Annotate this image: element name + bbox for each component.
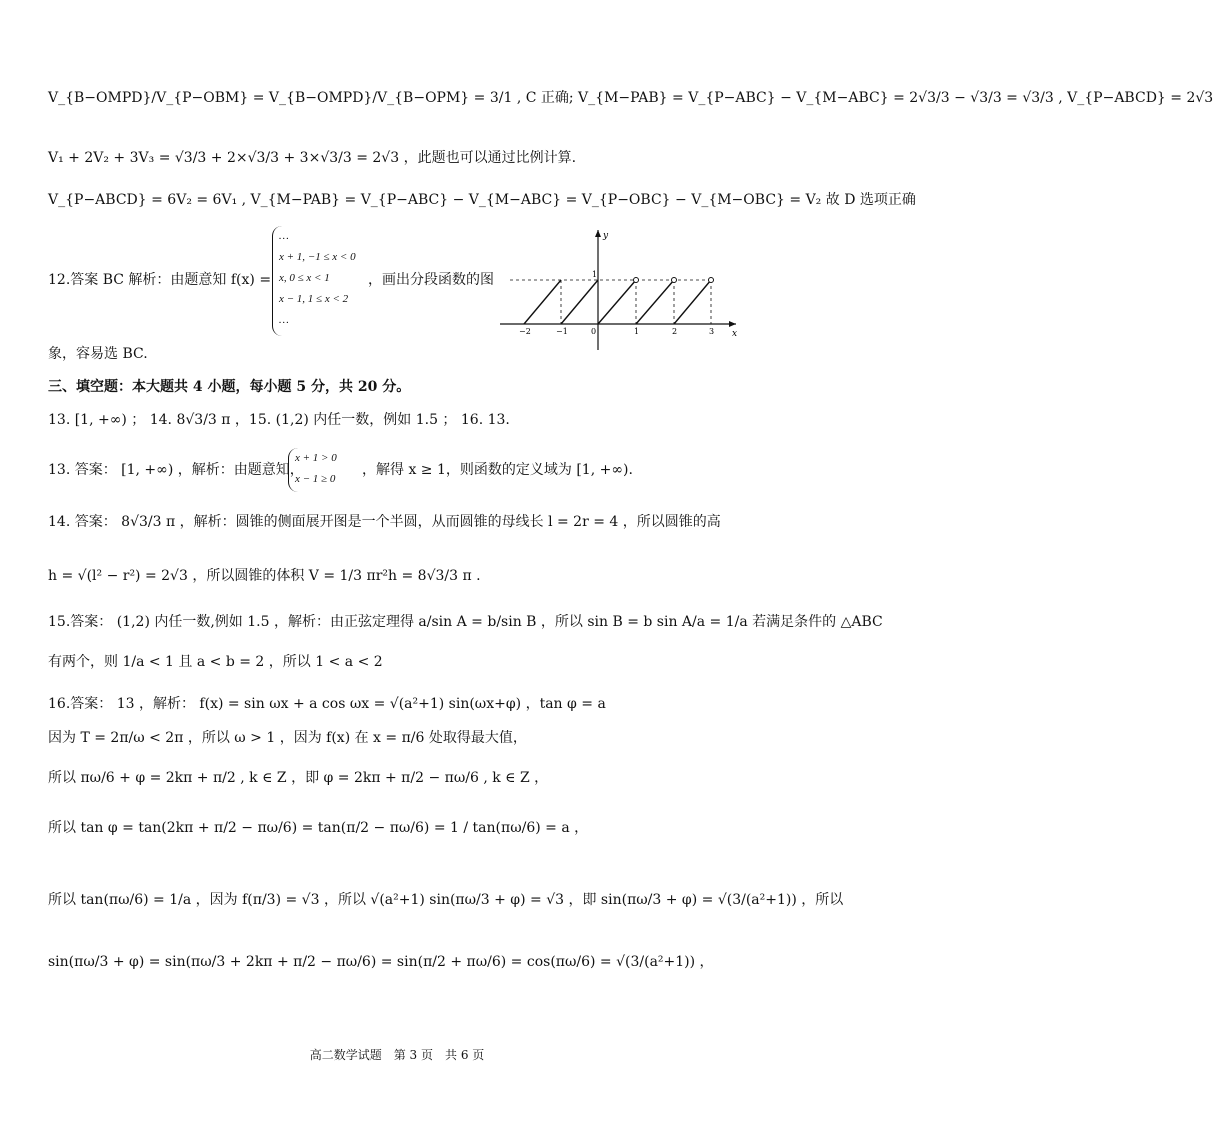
y-tick-1: 1 — [592, 270, 598, 279]
x-tick-label: −1 — [556, 327, 568, 336]
q14-continuation: h = √(l² − r²) = 2√3 ，所以圆锥的体积 V = 1/3 πr²h = 8√3/3 π . — [48, 568, 481, 584]
q15-answer: 15.答案： (1,2) 内任一数,例如 1.5 ，解析：由正弦定理得 a/sin A = b/sin B ，所以 sin B = b sin A/a = 1/a 若满足条件的 △ABC — [48, 614, 883, 630]
system-row: x − 1 ≥ 0 — [295, 473, 336, 485]
q16-answer: 16.答案： 13 ，解析： f(x) = sin ωx + a cos ωx = √(a²+1) sin(ωx+φ) ，tan φ = a — [48, 696, 606, 712]
x-tick-label: 3 — [709, 327, 715, 336]
piecewise-row: x − 1, 1 ≤ x < 2 — [279, 293, 349, 305]
x-tick-label: 0 — [591, 327, 597, 336]
sawtooth-graph — [500, 226, 740, 350]
y-axis-label: y — [603, 231, 609, 241]
piecewise-row: x + 1, −1 ≤ x < 0 — [279, 251, 356, 263]
section-heading: 三、填空题：本大题共 4 小题，每小题 5 分，共 20 分。 — [48, 379, 411, 395]
answers-summary: 13. [1, +∞) ； 14. 8√3/3 π ，15. (1,2) 内任一数，例如 1.5 ； 16. 13. — [48, 412, 510, 428]
x-tick-label: 2 — [672, 327, 678, 336]
line-12-continuation: 象，容易选 BC. — [48, 346, 148, 362]
line-3: V_{P−ABCD} = 6V₂ = 6V₁ , V_{M−PAB} = V_{P−ABC} − V_{M−ABC} = V_{P−OBC} − V_{M−OBC} = V₂ 故 D 选项正确 — [48, 192, 916, 208]
x-tick-label: −2 — [519, 327, 531, 336]
q13-answer-a: 13. 答案： [1, +∞) ，解析：由题意知， — [48, 462, 304, 478]
q13-answer-b: ，解得 x ≥ 1，则函数的定义域为 [1, +∞). — [362, 462, 633, 478]
page-footer: 高二数学试题 第 3 页 共 6 页 — [309, 1048, 485, 1062]
piecewise-function — [272, 226, 363, 336]
piecewise-row: … — [279, 314, 289, 326]
vertical-dashed-lines — [561, 280, 711, 324]
line-12-answer-b: ，画出分段函数的图 — [368, 272, 494, 288]
sawtooth-segments — [524, 280, 711, 324]
x-axis-arrow — [729, 321, 736, 327]
inequality-system — [288, 448, 359, 492]
piecewise-row: x, 0 ≤ x < 1 — [279, 272, 330, 284]
x-axis-label: x — [732, 329, 738, 339]
q14-answer: 14. 答案： 8√3/3 π ，解析：圆锥的侧面展开图是一个半圆，从而圆锥的母线长 l = 2r = 4 ，所以圆锥的高 — [48, 514, 721, 530]
line-2: V₁ + 2V₂ + 3V₃ = √3/3 + 2×√3/3 + 3×√3/3 = 2√3 ，此题也可以通过比例计算. — [48, 150, 577, 166]
x-tick-label: 1 — [634, 327, 640, 336]
q16-line-5: 所以 tan(πω/6) = 1/a ，因为 f(π/3) = √3 ，所以 √(a²+1) sin(πω/3 + φ) = √3 ，即 sin(πω/3 + φ) = √(3/(a²+1)) ，所以 — [48, 892, 844, 908]
q15-continuation: 有两个，则 1/a < 1 且 a < b = 2 ，所以 1 < a < 2 — [48, 654, 383, 670]
q16-line-2: 因为 T = 2π/ω < 2π ，所以 ω > 1 ，因为 f(x) 在 x = π/6 处取得最大值， — [48, 730, 527, 746]
system-row: x + 1 > 0 — [295, 452, 337, 464]
open-circles — [634, 278, 714, 283]
line-1: V_{B−OMPD}/V_{P−OBM} = V_{B−OMPD}/V_{B−OPM} = 3/1 , C 正确; V_{M−PAB} = V_{P−ABC} − V_{M−ABC} = 2√3/3 − √3/3 = √3/3 , V_{P−ABCD} = 2√3 — [48, 90, 1213, 106]
q16-line-4: 所以 tan φ = tan(2kπ + π/2 − πω/6) = tan(π/2 − πω/6) = 1 / tan(πω/6) = a ， — [48, 820, 589, 836]
q16-line-3: 所以 πω/6 + φ = 2kπ + π/2 , k ∈ Z ，即 φ = 2kπ + π/2 − πω/6 , k ∈ Z ， — [48, 770, 549, 786]
line-12-answer-a: 12.答案 BC 解析：由题意知 f(x) = — [48, 272, 272, 288]
piecewise-row: … — [279, 230, 289, 242]
y-axis-arrow — [595, 230, 601, 237]
q16-line-6: sin(πω/3 + φ) = sin(πω/3 + 2kπ + π/2 − πω/6) = sin(π/2 + πω/6) = cos(πω/6) = √(3/(a²+1)) ， — [48, 954, 714, 970]
